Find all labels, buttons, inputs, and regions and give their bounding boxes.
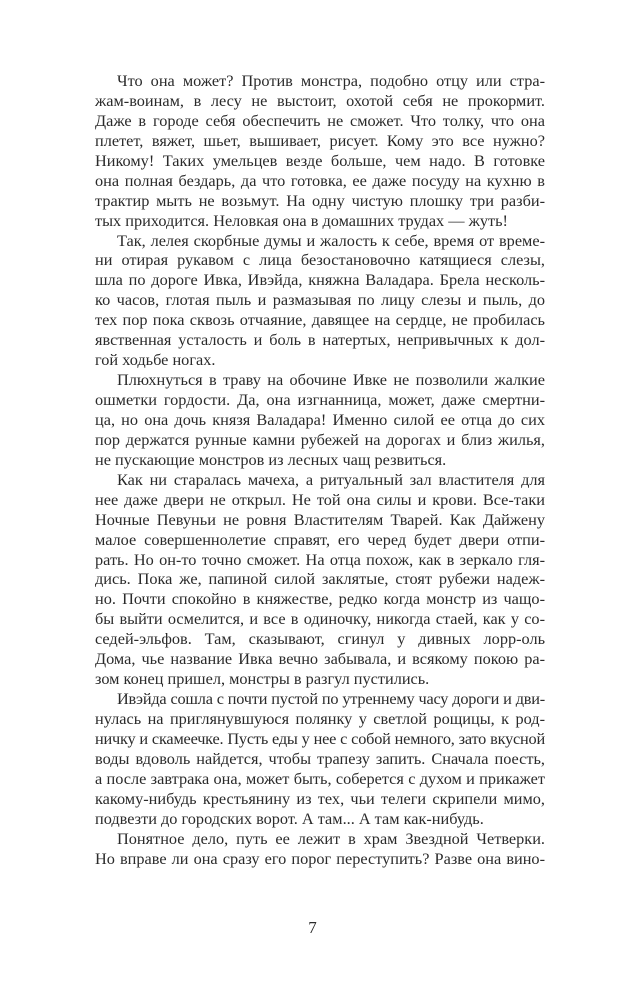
text-line: ошметки гордости. Да, она изгнанница, может, даже смертни- [95, 390, 545, 409]
text-line: Как ни старалась мачеха, а ритуальный зал властителя для [117, 469, 545, 489]
page-number: 7 [308, 918, 317, 937]
paragraph [95, 689, 545, 829]
text-line: а после завтрака она, может быть, соберется с духом и прикажет [95, 768, 545, 788]
text-line: Ночные Певуньи не ровня Властителям Тварей. Как Дайжену [95, 509, 545, 529]
text-line: Никому! Таких умельцев везде больше, чем надо. В готовке [95, 150, 545, 170]
text-line: зом конец пришел, монстры в разгул пустились. [95, 669, 430, 689]
text-line: жам-воинам, в лесу не выстоит, охотой себя не прокормит. [95, 90, 545, 110]
text-line: тых приходится. Неловкая она в домашних трудах — жуть! [95, 210, 508, 230]
text-line: трактир мыть не возьмут. На одну чистую плошку три разби- [95, 190, 545, 210]
paragraph [95, 829, 545, 869]
text-line: она полная бездарь, да что готовка, ее даже посуду на кухню в [95, 170, 545, 190]
text-line: седей-эльфов. Там, сказывают, сгинул у дивных лорр-оль [95, 629, 545, 649]
text-line: Дома, чье название Ивка вечно забывала, и всякому покою ра- [95, 649, 545, 669]
text-line: ко часов, глотая пыль и размазывая по лицу слезы и пыль, до [95, 290, 545, 310]
text-line: нее даже двери не открыл. Не той она силы и крови. Все-таки [95, 489, 545, 509]
paragraph [95, 71, 545, 231]
text-line: Понятное дело, путь ее лежит в храм Звездной Четверки. [117, 828, 545, 848]
text-line: подвезти до городских ворот. А там... А там как-нибудь. [95, 808, 484, 828]
text-line: воды вдоволь найдется, чтобы трапезу запить. Сначала поесть, [95, 748, 545, 768]
text-line: нулась на приглянувшуюся полянку у светлой рощицы, к род- [95, 709, 545, 728]
text-line: ца, но она дочь князя Валадара! Именно силой ее отца до сих [95, 409, 545, 429]
text-line: ни отирая рукавом с лица безостановочно катящиеся слезы, [95, 250, 545, 270]
text-line: рать. Но он-то точно сможет. На отца похож, как в зеркало гля- [95, 549, 545, 569]
text-line: Плюхнуться в траву на обочине Ивке не позволили жалкие [117, 370, 545, 390]
paragraph [95, 231, 545, 371]
text-line: Так, лелея скорбные думы и жалость к себе, время от време- [117, 230, 545, 250]
text-line: плетет, вяжет, шьет, вышивает, рисует. Кому это все нужно? [95, 130, 545, 150]
book-page-text [95, 71, 545, 869]
text-line: пор держатся рунные камни рубежей на дорогах и близ жилья, [95, 429, 545, 449]
text-line: ничку и скамеечке. Пусть еды у нее с собой немного, зато вкусной [95, 728, 545, 748]
text-line: не пускающие монстров из лесных чащ резвиться. [95, 449, 447, 469]
text-line: малое совершеннолетие справят, его черед будет двери отпи- [95, 529, 545, 549]
text-line: гой ходьбе ногах. [95, 350, 216, 370]
paragraph [95, 370, 545, 470]
text-line: бы выйти осмелится, и все в одиночку, никогда стаей, как у со- [95, 609, 545, 629]
text-line: дись. Пока же, папиной силой заклятые, стоят рубежи надеж- [95, 569, 545, 589]
text-line: явственная усталость и боль в натертых, непривычных к дол- [95, 330, 545, 350]
text-line: тех пор пока сквозь отчаяние, давящее на сердце, не пробилась [95, 310, 545, 330]
text-line: Ивэйда сошла с почти пустой по утреннему часу дороги и дви- [117, 689, 545, 709]
text-line: Но вправе ли она сразу его порог переступить? Разве она вино- [95, 848, 545, 868]
text-line: но. Почти спокойно в княжестве, редко когда монстр из чащо- [95, 589, 545, 609]
text-line: какому-нибудь крестьянину из тех, чьи телеги скрипели мимо, [95, 788, 545, 808]
text-line: Что она может? Против монстра, подобно отцу или стра- [117, 71, 545, 90]
paragraph [95, 470, 545, 689]
text-line: Даже в городе себя обеспечить не сможет. Что толку, что она [95, 110, 545, 130]
text-line: шла по дороге Ивка, Ивэйда, княжна Валадара. Брела несколь- [95, 270, 545, 290]
